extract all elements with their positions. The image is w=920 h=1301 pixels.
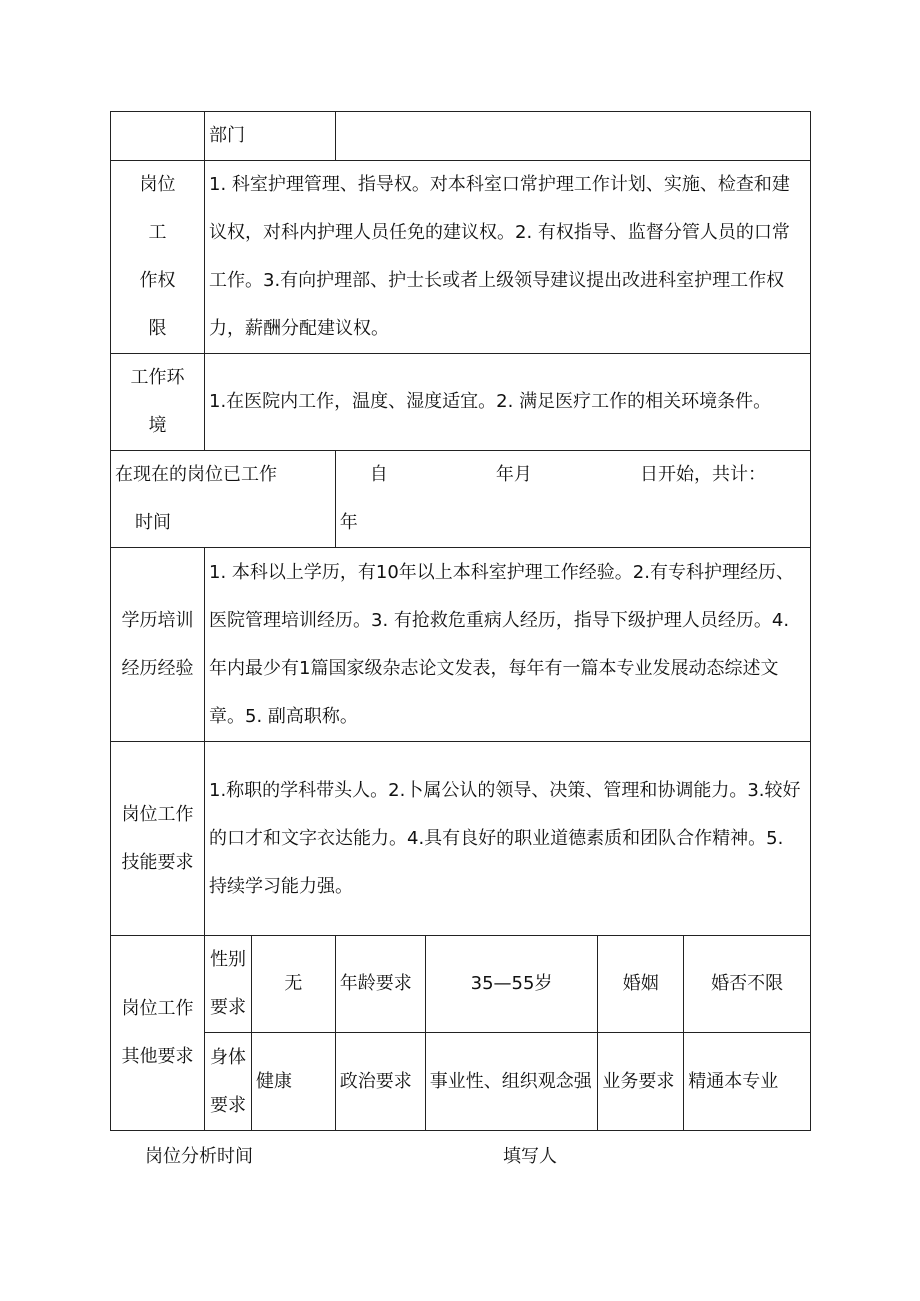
tenure-year: 年	[339, 512, 358, 533]
age-value: 35—55岁	[425, 936, 598, 1033]
gender-value: 无	[252, 936, 336, 1033]
health-value: 健康	[252, 1033, 336, 1131]
row-education	[111, 548, 811, 742]
row-environment	[111, 354, 811, 451]
environment-text: 1.在医院内工作，温度、湿度适宜。2. 满足医疗工作的相关环境条件。	[205, 354, 811, 451]
tenure-value[interactable]	[335, 451, 810, 548]
education-text: 1. 本科以上学历，有10年以上本科室护理工作经验。2.有专科护理经历、医院管理培训经历。3. 有抢救危重病人经历，指导下级护理人员经历。4. 年内最少有1篇国家级杂志论文发表，每年有一篇本专业发展动态综述文章。5. 副高职称。	[205, 548, 811, 742]
row-tenure	[111, 451, 811, 548]
row-other-requirements-2	[111, 1033, 811, 1131]
tenure-from: 自	[369, 464, 388, 485]
row-authority	[111, 161, 811, 354]
blank-cell	[111, 112, 205, 161]
other-requirements-label: 岗位工作 其他要求	[111, 936, 205, 1131]
business-value: 精通本专业	[684, 1033, 811, 1131]
row-skills	[111, 742, 811, 936]
tenure-start: 日开始，共计：	[640, 464, 766, 485]
tenure-year-month: 年月	[495, 464, 532, 485]
tenure-label: 在现在的岗位已工作 时间	[111, 451, 336, 548]
dept-label: 部门	[205, 112, 336, 161]
politics-value: 事业性、组织观念强	[425, 1033, 598, 1131]
filler-label: 填写人	[503, 1146, 557, 1167]
business-label: 业务要求	[598, 1033, 684, 1131]
authority-label: 岗位 工 作权 限	[111, 161, 205, 354]
analysis-time-label: 岗位分析时间	[145, 1146, 253, 1167]
age-label: 年龄要求	[335, 936, 425, 1033]
environment-label: 工作环 境	[111, 354, 205, 451]
education-label: 学历培训 经历经验	[111, 548, 205, 742]
job-description-table	[110, 111, 811, 1131]
politics-label: 政治要求	[335, 1033, 425, 1131]
marriage-value: 婚否不限	[684, 936, 811, 1033]
health-label: 身体要求	[205, 1033, 252, 1131]
row-department	[111, 112, 811, 161]
gender-label: 性别要求	[205, 936, 252, 1033]
marriage-label: 婚姻	[598, 936, 684, 1033]
row-other-requirements-1	[111, 936, 811, 1033]
skills-text: 1.称职的学科带头人。2.卜属公认的领导、决策、管理和协调能力。3.较好的口才和文字衣达能力。4.具有良好的职业道德素质和团队合作精神。5. 持续学习能力强。	[205, 742, 811, 936]
dept-value[interactable]	[335, 112, 810, 161]
skills-label: 岗位工作 技能要求	[111, 742, 205, 936]
authority-text: 1. 科室护理管理、指导权。对本科室口常护理工作计划、实施、检查和建议权，对科内护理人员任免的建议权。2. 有权指导、监督分管人员的口常工作。3.有向护理部、护士长或者上级领导建议提出改进科室护理工作权力，薪酬分配建议权。	[205, 161, 811, 354]
